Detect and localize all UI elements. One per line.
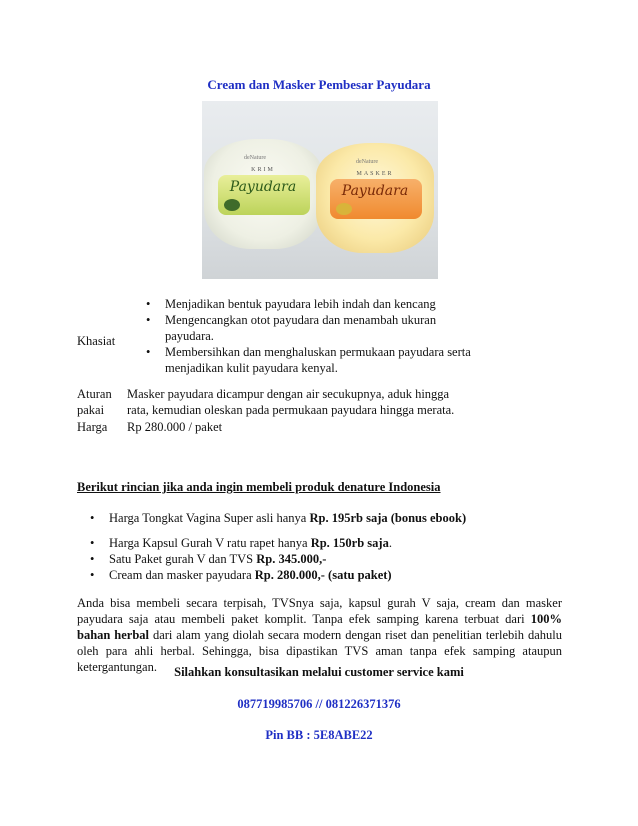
harga-label: Harga: [77, 420, 108, 434]
contact-cta: Silahkan konsultasikan melalui customer service kami: [174, 665, 464, 679]
contact-phones: 087719985706 // 081226371376: [237, 697, 401, 711]
item-price: Rp. 280.000,- (satu paket): [254, 568, 392, 582]
pakai-label: pakai: [77, 403, 105, 417]
paragraph-text: Anda bisa membeli secara terpisah, TVSnya saja, kapsul gurah V saja, cream dan masker payudara saja atau membeli paket komplit. Tanpa efek samping karena terbuat dari: [77, 596, 562, 626]
paragraph-bold: 100% bahan herbal: [77, 612, 562, 642]
contact-pin: Pin BB : 5E8ABE22: [265, 728, 373, 742]
item-price: Rp. 150rb saja: [310, 536, 389, 550]
leaf-icon: [224, 199, 240, 211]
item-text: Harga Kapsul Gurah V ratu rapet hanya: [109, 536, 311, 550]
item-tail: .: [388, 536, 392, 550]
jar-top-text: MASKER: [356, 171, 394, 177]
jar-top-text: KRIM: [251, 167, 275, 173]
harga-value: Rp 280.000 / paket: [127, 420, 223, 434]
list-item: • Membersihkan dan menghaluskan permukaan payudara serta menjadikan kulit payudara kenyal.: [143, 344, 473, 376]
list-item: [88, 535, 392, 551]
leaf-icon: [336, 203, 352, 215]
jar-label: Payudara: [229, 179, 297, 195]
aturan-label: Aturan: [77, 387, 112, 401]
paragraph-text-end: dari alam yang diolah secara modern dengan riset dan penelitian terlebih dahulu oleh para ahli herbal. Sehingga, bisa dipastikan TVS aman tanpa efek samping ataupun ketergantungan.: [77, 628, 562, 674]
khasiat-list: [143, 296, 473, 376]
item-price: Rp. 345.000,-: [256, 552, 327, 566]
description-paragraph: [77, 595, 562, 675]
item-text: Harga Tongkat Vagina Super asli hanya: [109, 511, 310, 525]
list-item: [88, 510, 466, 526]
jar-brand: deNature: [244, 155, 266, 161]
item-price: Rp. 195rb saja (bonus ebook): [309, 511, 467, 525]
item-text: Satu Paket gurah V dan TVS: [109, 552, 257, 566]
item-text: Cream dan masker payudara: [109, 568, 255, 582]
jar-brand: deNature: [356, 159, 378, 165]
aturan-text: Masker payudara dicampur dengan air secukupnya, aduk hingga rata, kemudian oleskan pada permukaan payudara hingga merata.: [127, 387, 455, 417]
order-heading: Berikut rincian jika anda ingin membeli produk denature Indonesia: [77, 480, 441, 494]
list-item: • Mengencangkan otot payudara dan menambah ukuran payudara.: [143, 312, 473, 344]
khasiat-label: Khasiat: [77, 334, 116, 348]
list-item: [88, 551, 326, 567]
list-item: [88, 567, 392, 583]
product-photo: [202, 101, 438, 279]
cream-jar-image: [204, 139, 322, 249]
jar-label: Payudara: [341, 183, 409, 199]
list-item: • Menjadikan bentuk payudara lebih indah dan kencang: [143, 296, 473, 312]
document-title: Cream dan Masker Pembesar Payudara: [207, 77, 431, 92]
mask-jar-image: [316, 143, 434, 253]
